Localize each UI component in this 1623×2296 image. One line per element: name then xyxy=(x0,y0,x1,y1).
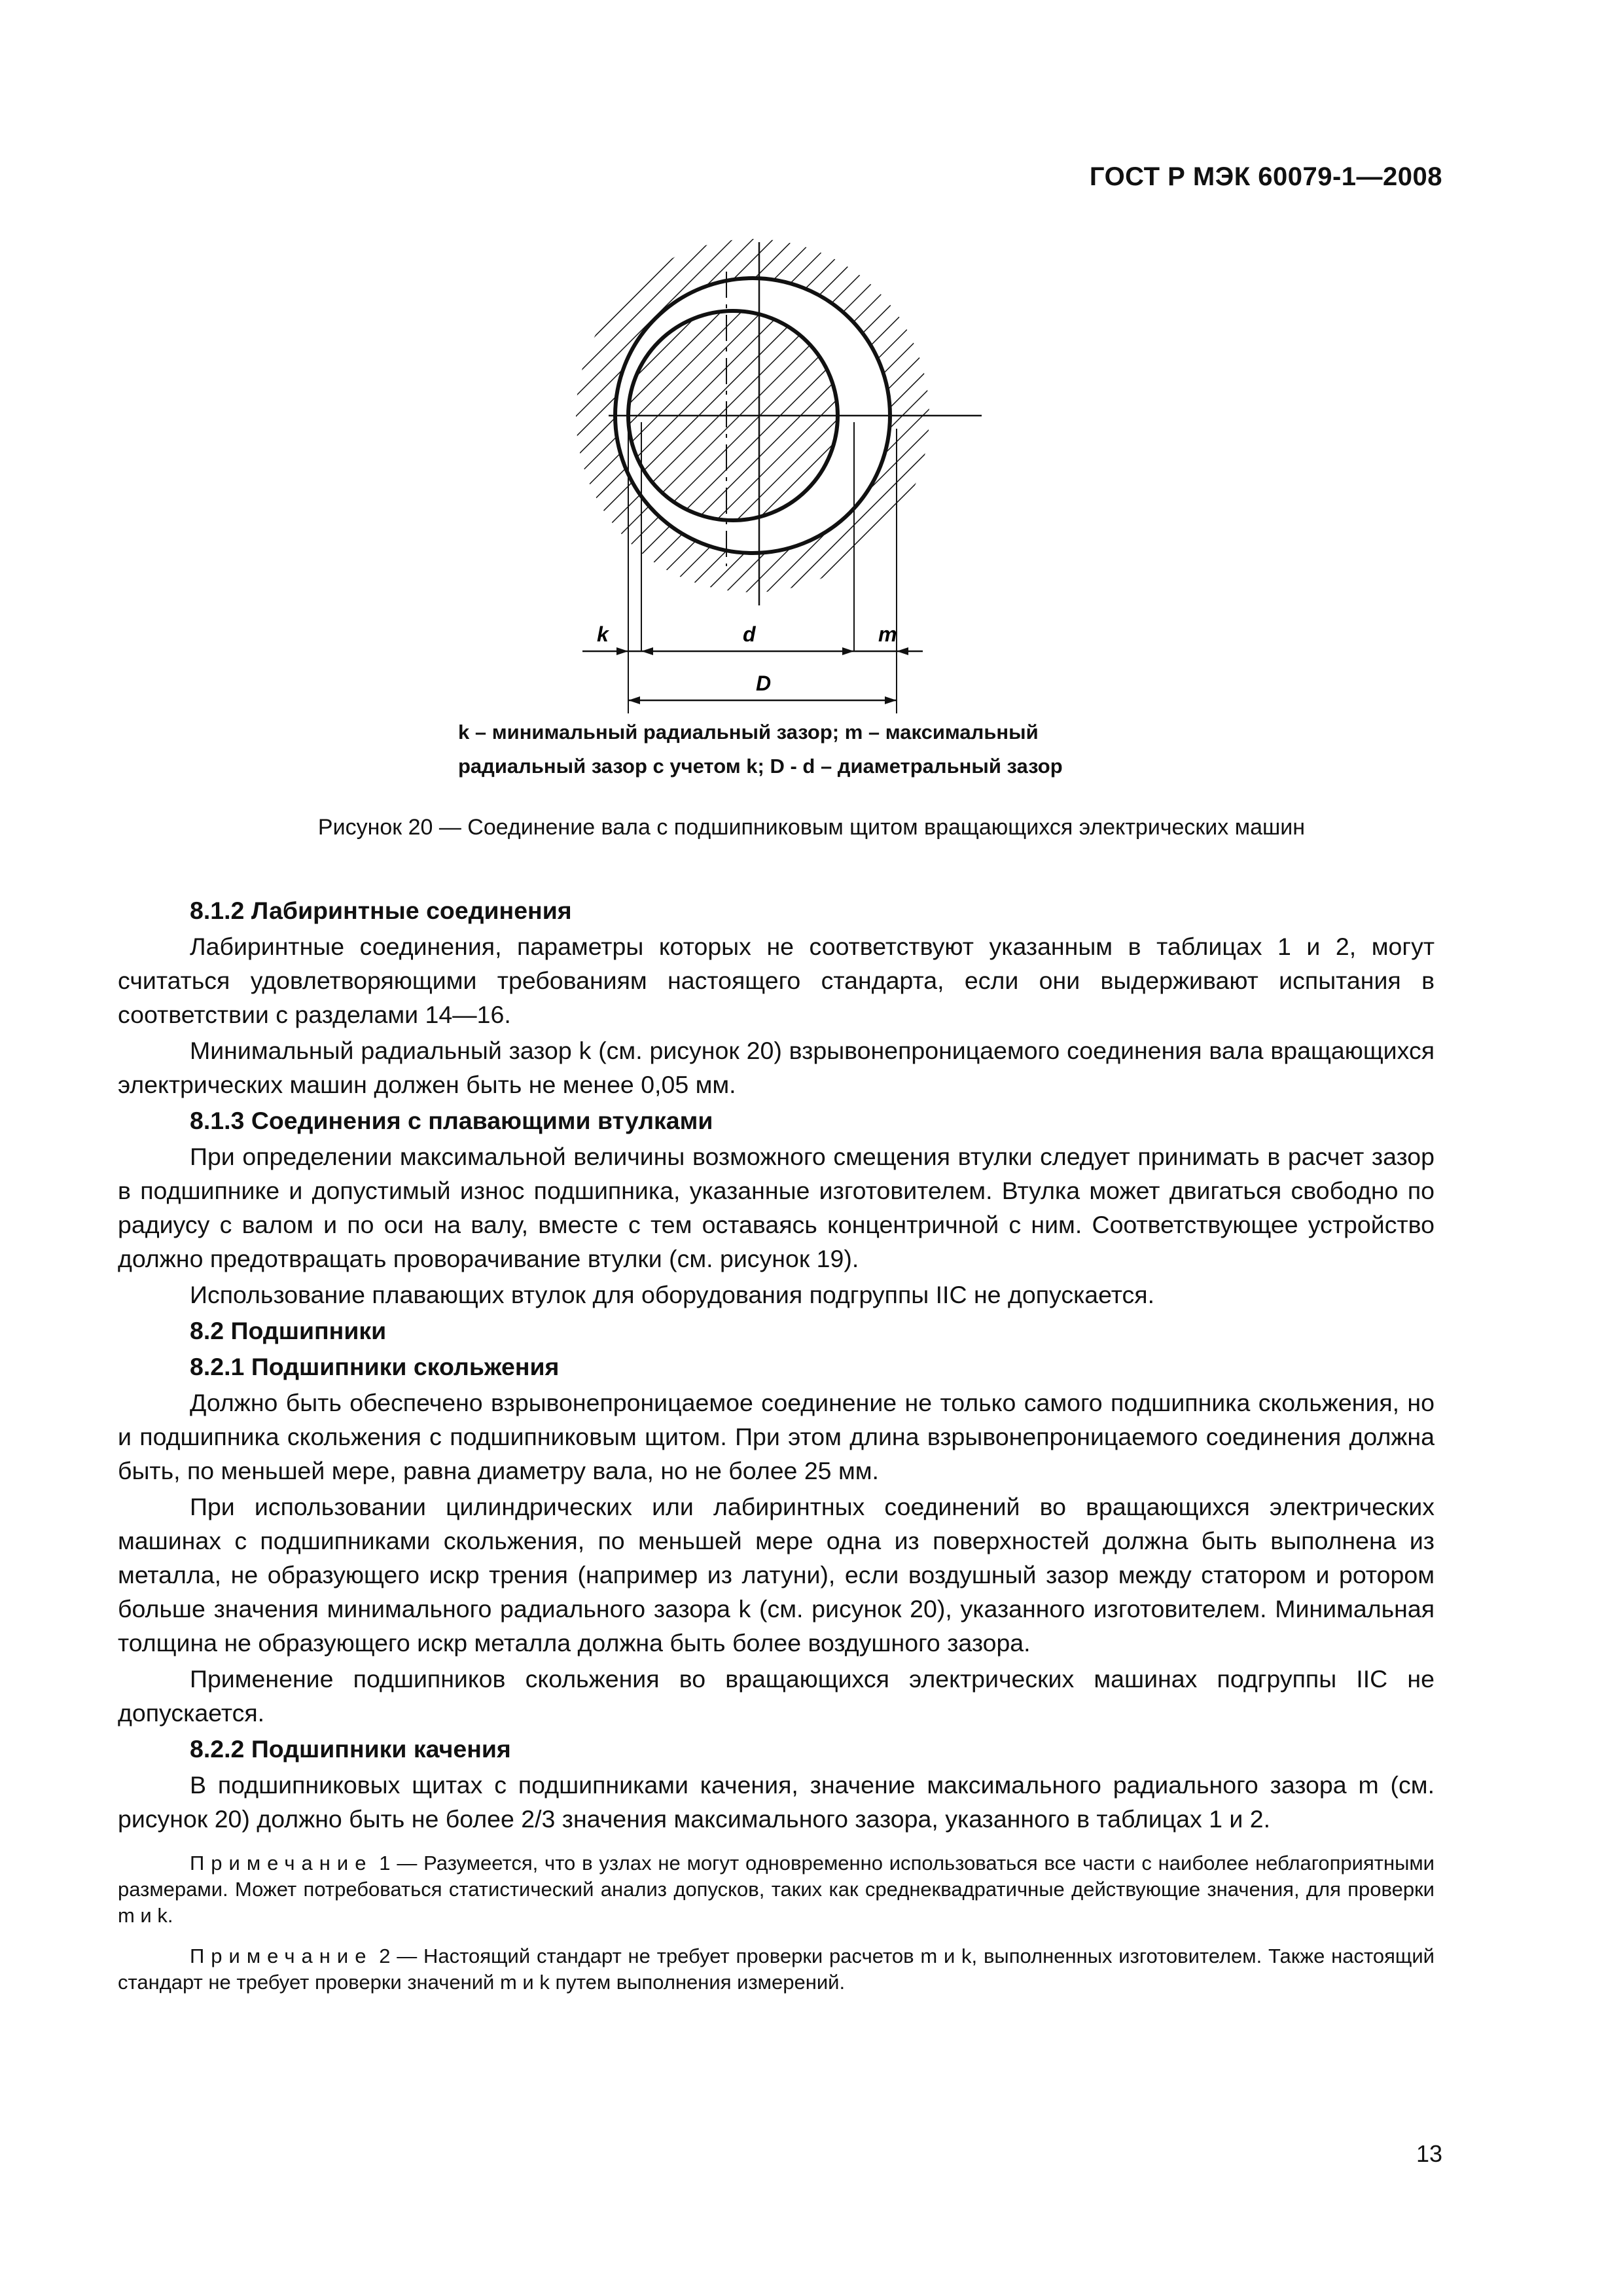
arrow-m-left xyxy=(897,647,908,655)
label-d: d xyxy=(743,622,756,646)
paragraph: При использовании цилиндрических или лабиринтных соединений во вращающихся электрических машинах с подшипниками скольжения, по меньшей мере одна из поверхностей должна быть выполнена из металла, не образующего искр трения (например из латуни), если воздушный зазор между статором и ротором больше значения минимального радиального зазора k (см. рисунок 20), указанного изготовителем. Минимальная толщина не образующего искр металла должна быть более воздушного зазора. xyxy=(118,1493,1435,1657)
page-number: 13 xyxy=(1416,2140,1442,2167)
arrow-k-right xyxy=(616,647,628,655)
paragraph: Применение подшипников скольжения во вращающихся электрических машинах подгруппы IIC не допускается. xyxy=(118,1665,1435,1727)
note-label: Примечание xyxy=(190,1852,373,1874)
figure-legend xyxy=(458,715,1178,783)
paragraph: Минимальный радиальный зазор k (см. рисунок 20) взрывонепроницаемого соединения вала вращающихся электрических машин должен быть не менее 0,05 мм. xyxy=(118,1037,1435,1098)
paragraph: При определении максимальной величины возможного смещения втулки следует принимать в расчет зазор в подшипнике и допустимый износ подшипника, указанные изготовителем. Втулка может двигаться свободно по радиусу с валом и по оси на валу, вместе с тем оставаясь концентричной с ним. Соответствующее устройство должно предотвращать проворачивание втулки (см. рисунок 19). xyxy=(118,1143,1435,1272)
paragraph: Использование плавающих втулок для оборудования подгруппы IIC не допускается. xyxy=(190,1281,1154,1308)
document-body xyxy=(118,893,1435,1996)
arrow-d-left xyxy=(641,647,653,655)
legend-line-2: радиальный зазор с учетом k; D - d – диаметральный зазор xyxy=(458,755,1063,778)
note-label: Примечание xyxy=(190,1945,373,1967)
figure-caption: Рисунок 20 — Соединение вала с подшипниковым щитом вращающихся электрических машин xyxy=(317,815,1306,840)
section-heading: 8.2 Подшипники xyxy=(190,1317,387,1344)
shaft-bearing-diagram xyxy=(576,232,982,717)
shaft-bearing-figure xyxy=(576,232,982,717)
section-heading: 8.1.2 Лабиринтные соединения xyxy=(190,897,572,924)
paragraph: В подшипниковых щитах с подшипниками качения, значение максимального радиального зазора m (см. рисунок 20) должно быть не более 2/3 значения максимального зазора, указанного в таблицах 1 и 2. xyxy=(118,1771,1435,1833)
label-m: m xyxy=(878,622,897,646)
label-D: D xyxy=(756,672,772,695)
legend-line-1: k – минимальный радиальный зазор; m – максимальный xyxy=(458,721,1039,744)
paragraph: Должно быть обеспечено взрывонепроницаемое соединение не только самого подшипника скольжения, но и подшипника скольжения с подшипниковым щитом. При этом длина взрывонепроницаемого соединения должна быть, по меньшей мере, равна диаметру вала, но не более 25 мм. xyxy=(118,1389,1435,1484)
arrow-D-left xyxy=(628,696,640,704)
note-text: 1 — Разумеется, что в узлах не могут одновременно использоваться все части с наиболее неблагоприятными размерами. Может потребоваться статистический анализ допусков, таких как среднеквадратичные действующие значения, для проверки m и k. xyxy=(118,1852,1435,1927)
note-text: 2 — Настоящий стандарт не требует проверки расчетов m и k, выполненных изготовителем. Также настоящий стандарт не требует проверки значений m и k путем выполнения измерений. xyxy=(118,1945,1435,1994)
section-heading: 8.1.3 Соединения с плавающими втулками xyxy=(190,1107,713,1134)
paragraph: Лабиринтные соединения, параметры которых не соответствуют указанным в таблицах 1 и 2, могут считаться удовлетворяющими требованиям настоящего стандарта, если они выдерживают испытания в соответствии с разделами 14—16. xyxy=(118,933,1435,1028)
section-heading: 8.2.2 Подшипники качения xyxy=(190,1735,511,1763)
note-1 xyxy=(118,1850,1435,1929)
section-heading: 8.2.1 Подшипники скольжения xyxy=(190,1353,560,1380)
note-2 xyxy=(118,1943,1435,1996)
arrow-d-right xyxy=(842,647,854,655)
standard-header: ГОСТ Р МЭК 60079-1—2008 xyxy=(1089,162,1442,191)
arrow-D-right xyxy=(885,696,897,704)
label-k: k xyxy=(597,622,609,646)
